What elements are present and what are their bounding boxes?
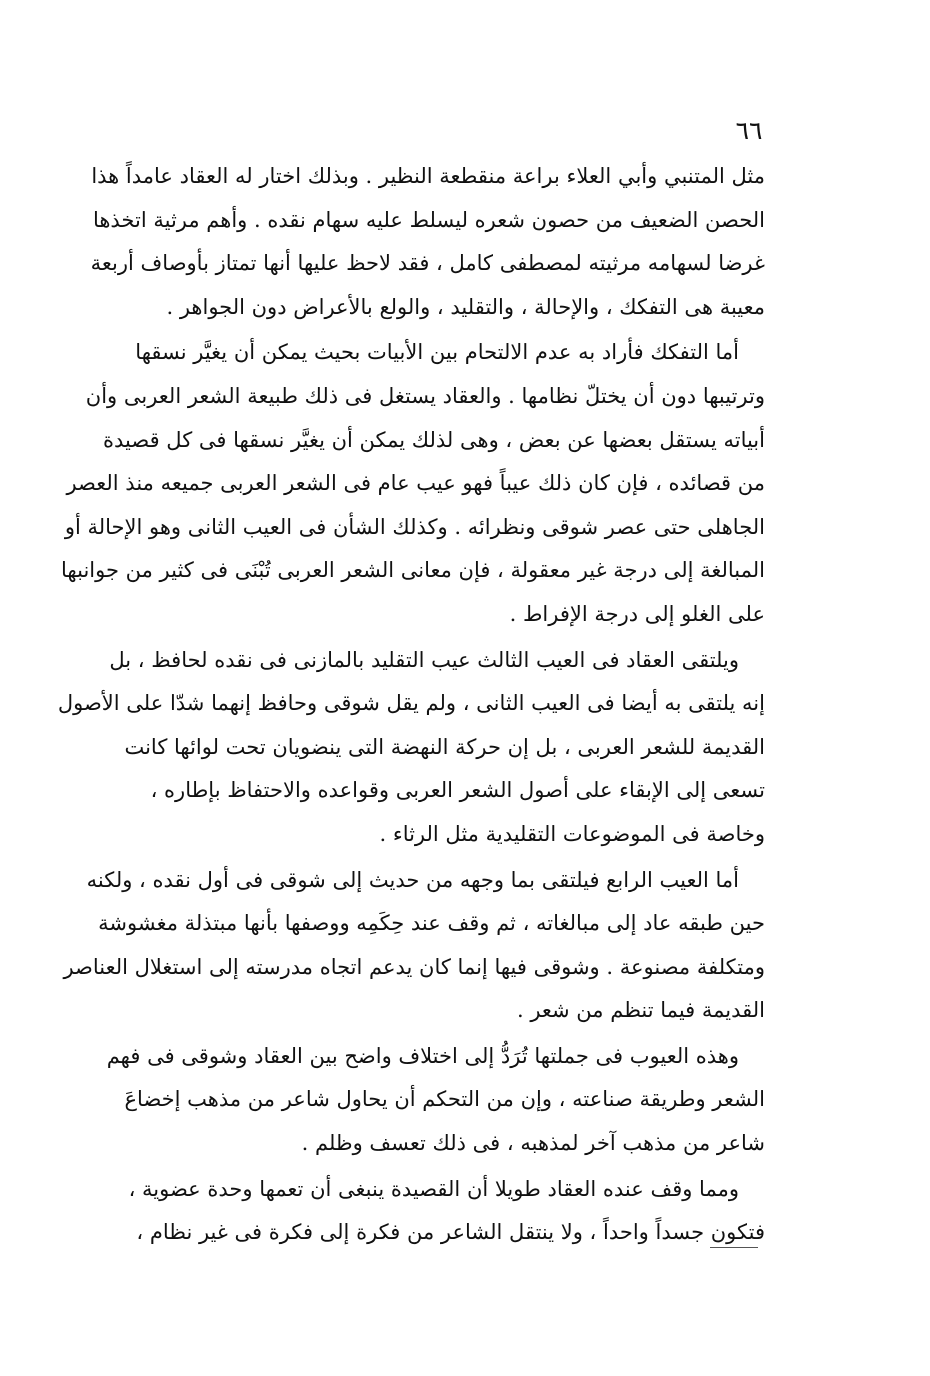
text-line: من قصائده ، فإن كان ذلك عيباً فهو عيب عام فى الشعر العربى جميعه منذ العصر [66,471,765,496]
text-line: أما التفكك فأراد به عدم الالتحام بين الأبيات بحيث يمكن أن يغيَّر نسقها [135,340,739,365]
text-line: حين طبقه عاد إلى مبالغاته ، ثم وقف عند حِكَمِه ووصفها بأنها مبتذلة مغشوشة [98,911,765,936]
text-line: الشعر وطريقة صناعته ، وإن من التحكم أن يحاول شاعر من مذهب إخضاعَ [124,1087,765,1112]
text-line: وهذه العيوب فى جملتها تُرَدُّ إلى اختلاف واضح بين العقاد وشوقى فى فهم [106,1043,739,1068]
text-line: معيبة هى التفكك ، والإحالة ، والتقليد ، والولع بالأعراض دون الجواهر . [166,294,765,319]
paragraph [57,639,765,857]
text-line: أما العيب الرابع فيلتقى بما وجهه من حديث إلى شوقى فى أول نقده ، ولكنه [86,867,739,892]
text-line: الحصن الضعيف من حصون شعره ليسلط عليه سهام نقده . وأهم مرثية اتخذها [92,207,765,232]
text-line: أبياته يستقل بعضها عن بعض ، وهى لذلك يمكن أن يغيَّر نسقها فى كل قصيدة [103,427,765,452]
body-text [57,155,765,1257]
text-line: مثل المتنبي وأبي العلاء براعة منقطعة النظير . وبذلك اختار له العقاد عامداً هذا [91,164,765,188]
text-line: القديمة فيما تنظم من شعر . [516,998,765,1023]
paragraph [128,1168,765,1255]
paragraph [90,155,765,329]
text-line: إنه يلتقى به أيضا فى العيب الثانى ، ولم يقل شوقى وحافظ إنهما شدّا على الأصول [57,691,765,716]
page-number: ٦٦ [735,116,763,145]
text-line: شاعر من مذهب آخر لمذهبه ، فى ذلك تعسف وظلم . [301,1131,765,1156]
text-line: غرضا لسهامه مرثيته لمصطفى كامل ، فقد لاحظ عليها أنها تمتاز بأوصاف أربعة [90,251,765,276]
text-line: ومتكلفة مصنوعة . وشوقى فيها إنما كان يدعم اتجاه مدرسته إلى استغلال العناصر [63,954,765,979]
text-line: ويلتقى العقاد فى العيب الثالث عيب التقليد بالمازنى فى نقده لحافظ ، بل [109,647,739,672]
text-line: ومما وقف عنده العقاد طويلا أن القصيدة ينبغى أن تعمها وحدة عضوية ، [128,1176,739,1201]
text-line: وترتيبها دون أن يختلّ نظامها . والعقاد يستغل فى ذلك طبيعة الشعر العربى وأن [85,383,765,408]
footer-rule [710,1247,758,1248]
text-line: القديمة للشعر العربى ، بل إن حركة النهضة التى ينضويان تحت لوائها كانت [124,734,765,759]
text-line: فتكون جسداً واحداً ، ولا ينتقل الشاعر من فكرة إلى فكرة فى غير نظام ، [136,1220,765,1245]
text-line: على الغلو إلى درجة الإفراط . [509,601,765,626]
text-line: تسعى إلى الإبقاء على أصول الشعر العربى وقواعده والاحتفاظ بإطاره ، [150,778,765,803]
text-line: وخاصة فى الموضوعات التقليدية مثل الرثاء . [379,821,765,846]
paragraph [61,331,765,636]
paragraph [63,859,765,1033]
paragraph [106,1035,765,1166]
text-line: المبالغة إلى درجة غير معقولة ، فإن معانى الشعر العربى تُبْنَى فى كثير من جوانبها [61,558,765,583]
text-line: الجاهلى حتى عصر شوقى ونظرائه . وكذلك الشأن فى العيب الثانى وهو الإحالة أو [64,514,765,539]
